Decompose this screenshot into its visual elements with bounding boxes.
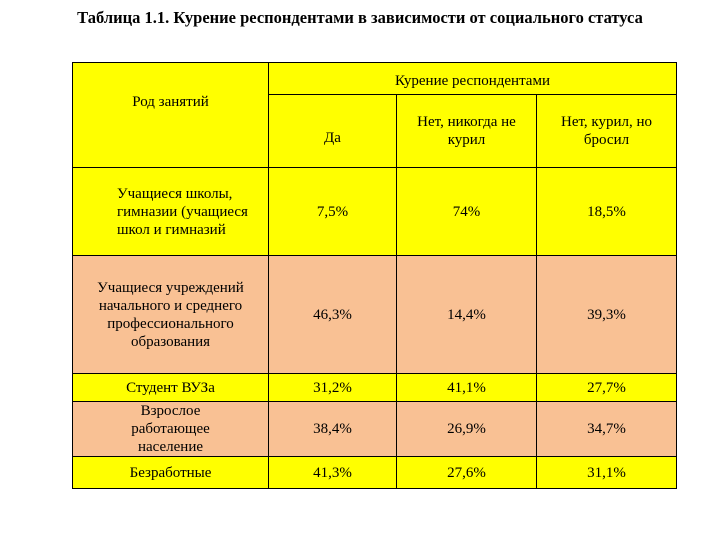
value-cell: 34,7%	[537, 402, 677, 457]
value-cell: 41,3%	[269, 457, 397, 489]
column-header-quit-smoking: Нет, курил, но бросил	[537, 95, 677, 168]
smoking-status-table	[72, 62, 677, 489]
table-row	[73, 374, 677, 402]
column-header-never-smoked: Нет, никогда не курил	[397, 95, 537, 168]
table-row	[73, 256, 677, 374]
row-label-cell: Студент ВУЗа	[73, 374, 269, 402]
value-cell: 74%	[397, 168, 537, 256]
group-header-label: Курение респондентами	[395, 72, 550, 89]
table-row	[73, 457, 677, 489]
row-header-label: Род занятий	[132, 94, 209, 110]
row-header-cell	[73, 63, 269, 168]
value-cell: 27,6%	[397, 457, 537, 489]
row-label-cell: Учащиеся учреждений начального и среднего профессионального образования	[73, 256, 269, 374]
table-row	[73, 168, 677, 256]
table-row	[73, 402, 677, 457]
value-cell: 31,1%	[537, 457, 677, 489]
value-cell: 14,4%	[397, 256, 537, 374]
value-cell: 18,5%	[537, 168, 677, 256]
value-cell: 26,9%	[397, 402, 537, 457]
value-cell: 7,5%	[269, 168, 397, 256]
value-cell: 38,4%	[269, 402, 397, 457]
group-header-cell	[269, 63, 677, 95]
row-label-cell: Учащиеся школы, гимназии (учащиеся школ и гимназий	[73, 168, 269, 256]
value-cell: 27,7%	[537, 374, 677, 402]
value-cell: 46,3%	[269, 256, 397, 374]
row-label-cell: Взрослое работающее население	[73, 402, 269, 457]
value-cell: 39,3%	[537, 256, 677, 374]
value-cell: 41,1%	[397, 374, 537, 402]
column-header-yes: Да	[269, 95, 397, 168]
row-label-cell: Безработные	[73, 457, 269, 489]
page-title: Таблица 1.1. Курение респондентами в зависимости от социального статуса	[77, 8, 643, 27]
value-cell: 31,2%	[269, 374, 397, 402]
